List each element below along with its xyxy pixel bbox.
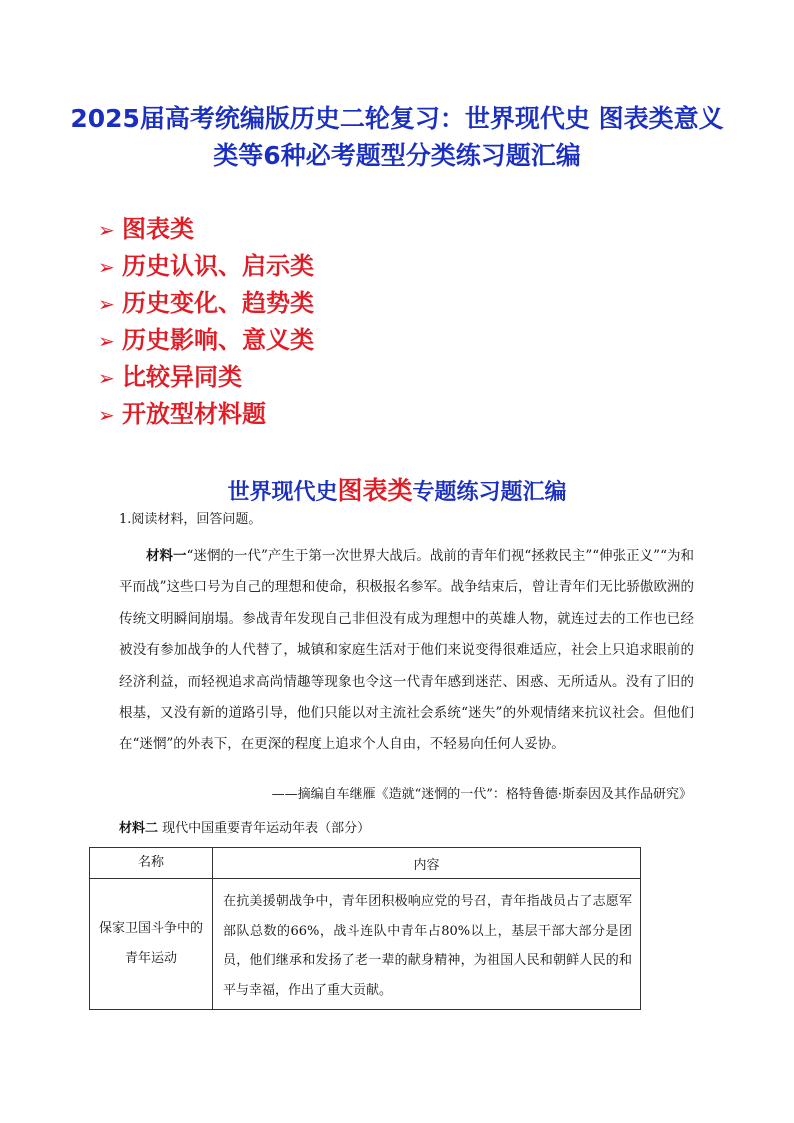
material-one-label: 材料一 — [146, 548, 187, 564]
arrow-right-icon: ➢ — [98, 292, 115, 316]
table-header-row — [90, 848, 641, 879]
section-title-highlight: 图表类 — [337, 476, 413, 505]
toc-item-label: 历史变化、趋势类 — [122, 289, 314, 317]
toc-item — [98, 211, 314, 248]
material-one-text: “迷惘的一代”产生于第一次世界大战后。战前的青年们视“拯救民主”“伸张正义”“为和平而战”这些口号为自己的理想和使命，积极报名参军。战争结束后，曾让青年们无比骄傲欧洲的传统文明瞬间崩塌。参战青年发现自己非但没有成为理想中的英雄人物，就连过去的工作也已经被没有参加战争的人代替了，城镇和家庭生活对于他们来说变得很难适应，社会上只追求眼前的经济利益，而轻视追求高尚情趣等现象也令这一代青年感到迷茫、困惑、无所适从。没有了旧的根基，又没有新的道路引导，他们只能以对主流社会系统“迷失”的外观情绪来抗议社会。但他们在“迷惘”的外表下，在更深的程度上追求个人自由，不轻易向任何人妥协。 — [119, 548, 694, 753]
question-intro: 1.阅读材料，回答问题。 — [119, 512, 262, 527]
arrow-right-icon: ➢ — [98, 255, 115, 279]
arrow-right-icon: ➢ — [98, 366, 115, 390]
toc-item — [98, 322, 314, 359]
toc-item-label: 历史认识、启示类 — [122, 252, 314, 280]
section-title-prefix: 世界现代史 — [227, 480, 338, 505]
toc-item — [98, 396, 314, 433]
arrow-right-icon: ➢ — [98, 403, 115, 427]
section-title-suffix: 专题练习题汇编 — [412, 480, 567, 505]
toc-item-label: 比较异同类 — [122, 363, 242, 391]
table-header-content: 内容 — [213, 848, 641, 879]
toc-item — [98, 285, 314, 322]
table-row — [90, 879, 641, 1010]
document-title: 2025届高考统编版历史二轮复习：世界现代史 图表类意义类等6种必考题型分类练习题汇编 — [70, 104, 724, 170]
toc-item-label: 图表类 — [122, 215, 194, 243]
material-one — [119, 541, 694, 761]
toc-item-label: 开放型材料题 — [122, 400, 266, 428]
youth-movement-table — [89, 847, 641, 1010]
table-header-name: 名称 — [90, 848, 213, 879]
material-two-label: 材料二 — [119, 821, 159, 836]
table-cell-name: 保家卫国斗争中的青年运动 — [90, 879, 213, 1010]
table-cell-content: 在抗美援朝战争中，青年团积极响应党的号召，青年指战员占了志愿军部队总数的66%，战斗连队中青年占80%以上，基层干部大部分是团员，他们继承和发扬了老一辈的献身精神，为祖国人民和朝鲜人民的和平与幸福，作出了重大贡献。 — [213, 879, 641, 1010]
material-two-heading — [119, 819, 370, 839]
question-type-list — [98, 211, 314, 433]
toc-item — [98, 248, 314, 285]
toc-item-label: 历史影响、意义类 — [122, 326, 314, 354]
section-title — [0, 476, 794, 508]
material-one-source: ——摘编自车继雁《造就“迷惘的一代”：格特鲁德·斯泰因及其作品研究》 — [271, 787, 692, 802]
arrow-right-icon: ➢ — [98, 329, 115, 353]
arrow-right-icon: ➢ — [98, 218, 115, 242]
toc-item — [98, 359, 314, 396]
material-two-title: 现代中国重要青年运动年表（部分） — [162, 821, 371, 836]
